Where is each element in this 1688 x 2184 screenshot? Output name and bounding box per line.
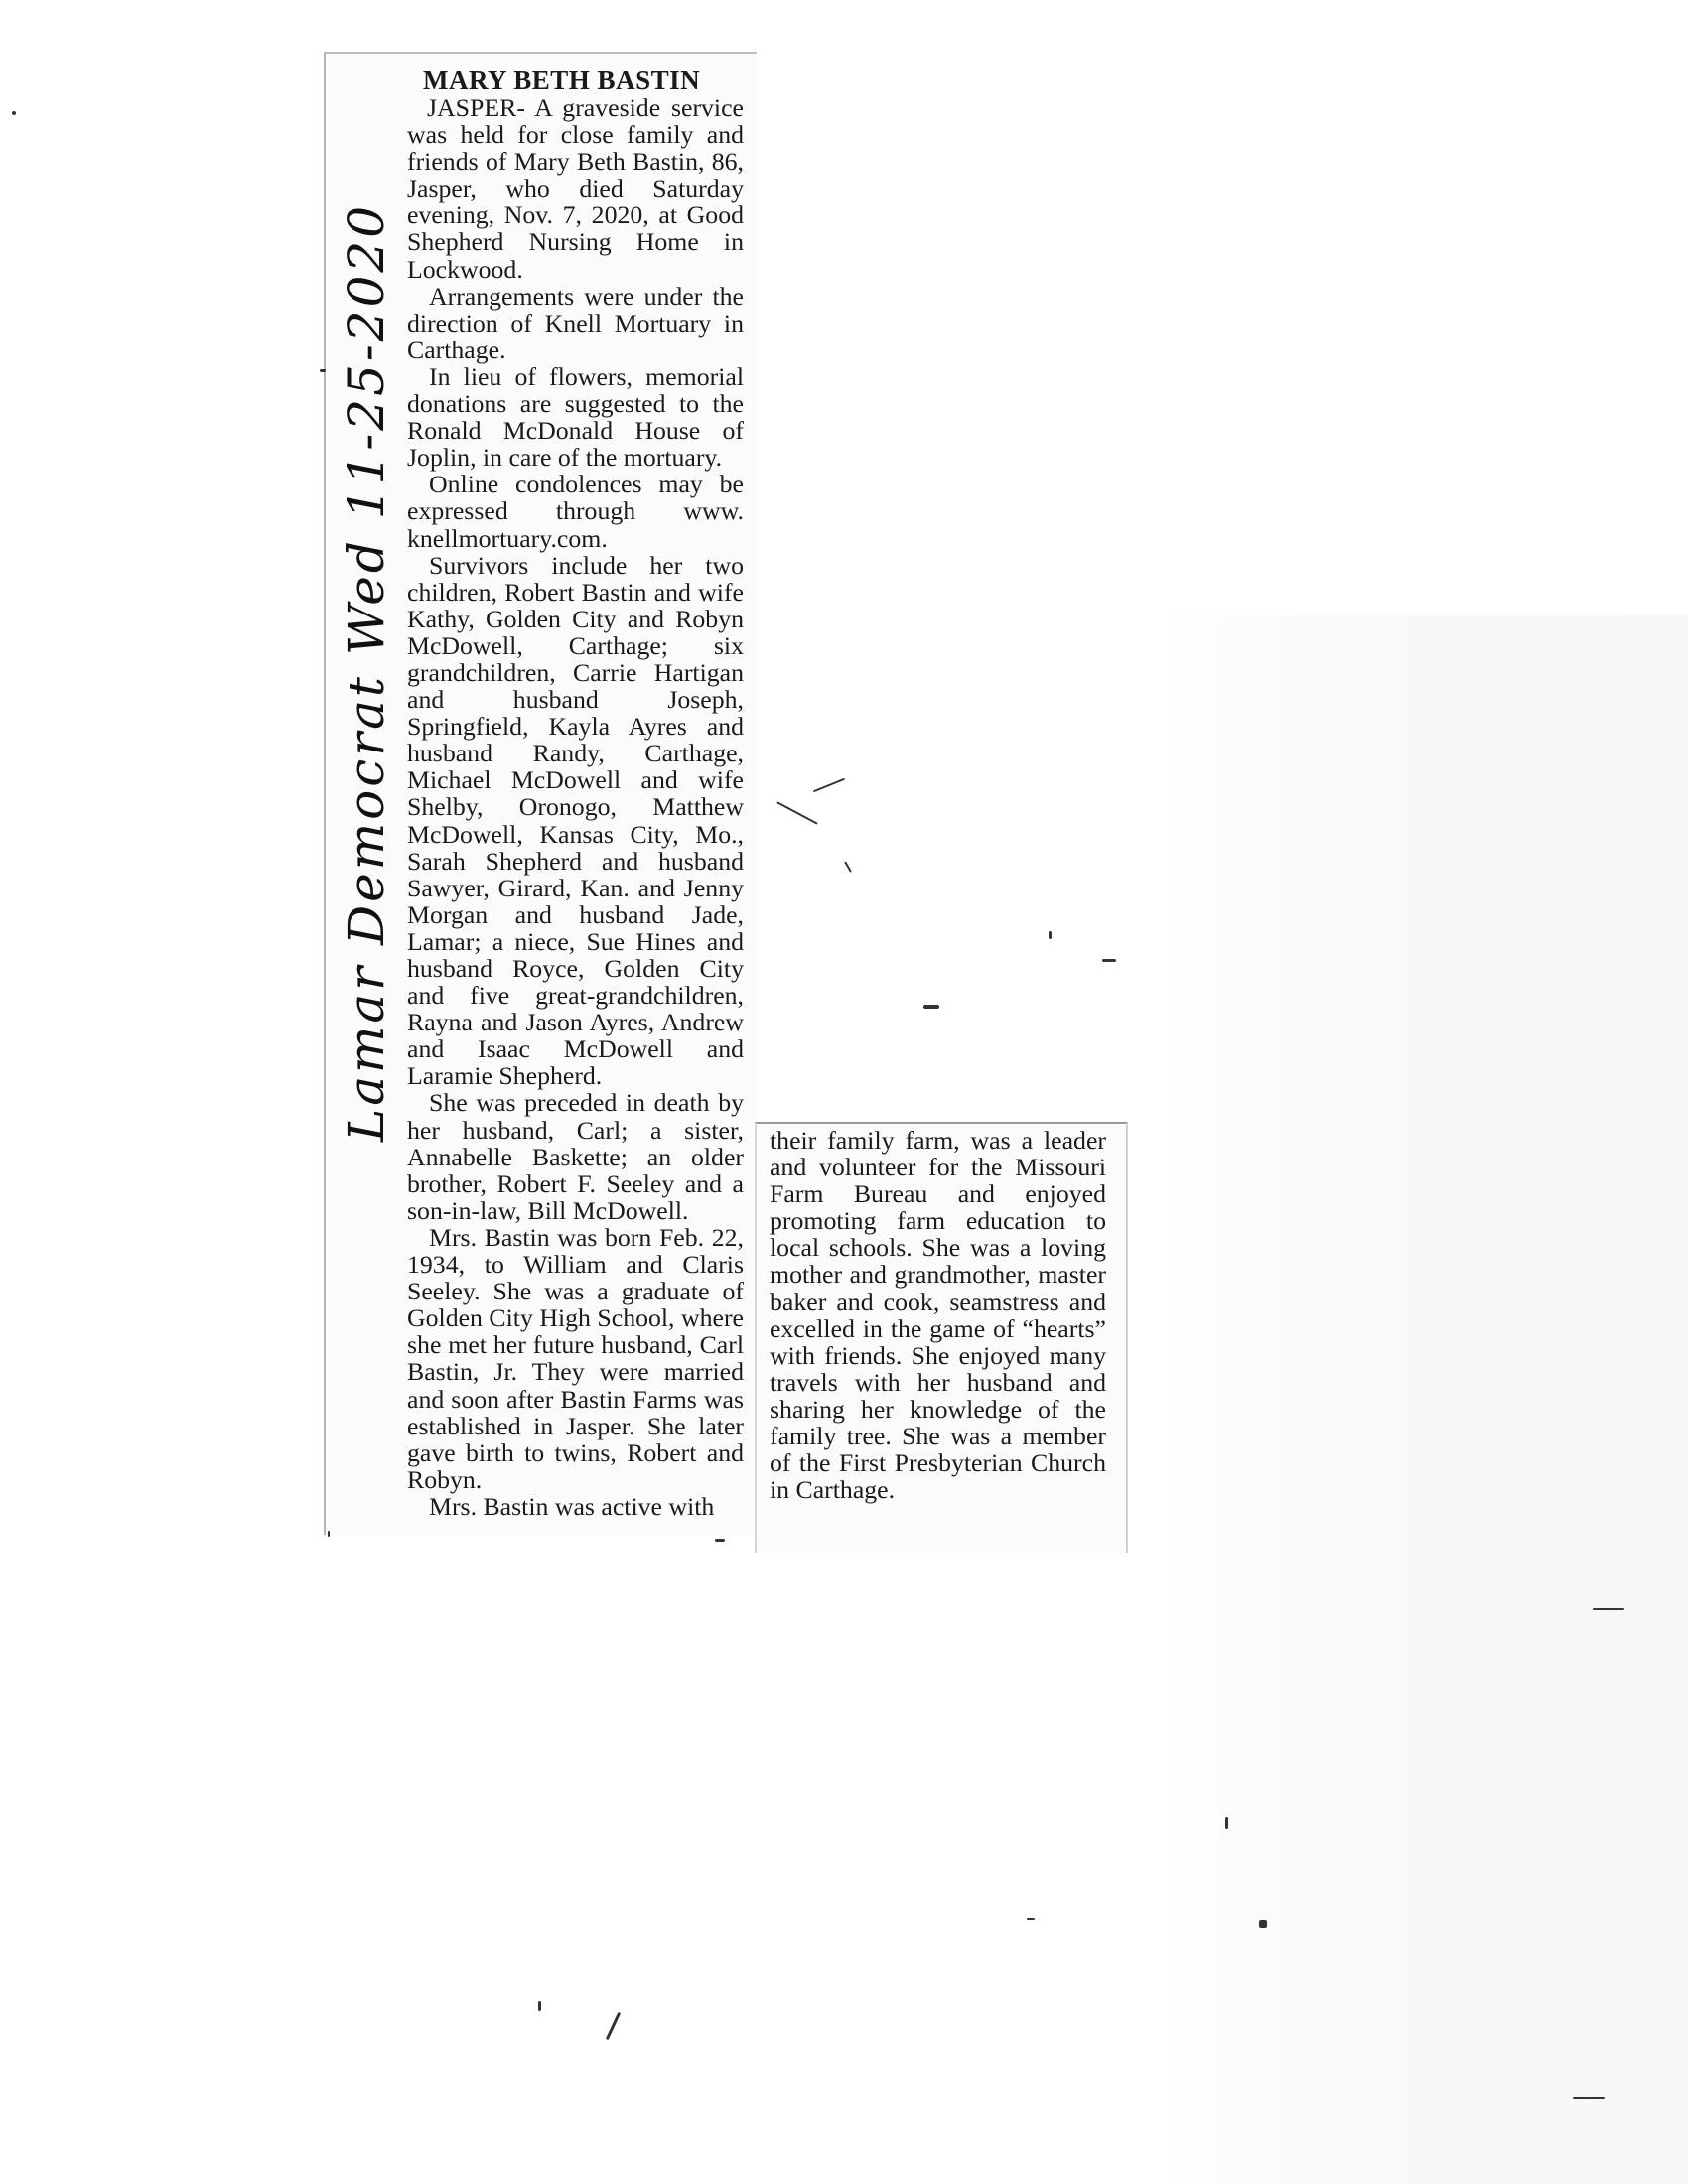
- paragraph-continued: their family farm, was a leader and volunteer for the Missouri Farm Bureau and enjoyed promoting farm education to local schools. She was a loving mother and grandmother, master baker and cook, seamstress and excelled in the game of “hearts” with friends. She enjoyed many travels with her husband and sharing her knowledge of the family tree. She was a member of the First Presbyterian Church in Carthage.: [770, 1126, 1106, 1505]
- paragraph-preceded: She was preceded in death by her husband, Carl; a sister, Annabelle Baskette; an older brother, Robert F. Seeley and a son-in-law, Bill McDowell.: [407, 1088, 744, 1225]
- scan-speck: [328, 1531, 330, 1537]
- scan-speck: [844, 861, 852, 872]
- paragraph-biography: Mrs. Bastin was born Feb. 22, 1934, to William and Claris Seeley. She was a graduate of Golden City High School, where she met her future husband, Carl Bastin, Jr. They were married and soon after Bastin Farms was established in Jasper. She later gave birth to twins, Robert and Robyn.: [407, 1222, 744, 1494]
- scan-speck: [1259, 1920, 1267, 1928]
- scan-speck: [320, 369, 326, 372]
- scan-speck: [606, 2012, 621, 2040]
- scan-speck: [776, 801, 818, 824]
- obituary-column-right: [770, 1127, 1106, 1503]
- scan-speck: [12, 111, 16, 115]
- handwritten-note: Lamar Democrat Wed 11-25-2020: [338, 203, 395, 1142]
- scan-speck: [1027, 1918, 1035, 1920]
- scan-speck: [1102, 959, 1116, 962]
- scan-speck: [715, 1539, 725, 1542]
- paragraph-active: Mrs. Bastin was active with: [429, 1491, 715, 1521]
- scan-speck: [1573, 2097, 1605, 2099]
- paragraph-service: JASPER- A graveside service was held for close family and friends of Mary Beth Bastin, 86, Jasper, who died Saturday evening, Nov. 7, 2020, at Good Shepherd Nursing Home in Lockwood.: [407, 93, 744, 284]
- paragraph-condolences: Online condolences may be expressed through www.​knellmortuary.com.: [407, 470, 744, 553]
- scan-speck: [1593, 1608, 1624, 1610]
- paragraph-survivors: Survivors include her two children, Robert Bastin and wife Kathy, Golden City and Robyn McDowell, Carthage; six grandchildren, Carrie Hartigan and husband Joseph, Springfield, Kayla Ayres and husband Randy, Carthage, Michael McDowell and wife Shelby, Oronogo, Matthew McDowell, Kansas City, Mo., Sarah Shepherd and husband Sawyer, Girard, Kan. and Jenny Morgan and husband Jade, Lamar; a niece, Sue Hines and husband Royce, Golden City and five great-grandchildren, Rayna and Jason Ayres, Andrew and Isaac McDowell and Laramie Shepherd.: [407, 550, 744, 1091]
- paragraph-arrangements: Arrangements were under the direction of Knell Mortuary in Carthage.: [407, 281, 744, 364]
- scan-shadow: [1152, 615, 1688, 2184]
- obituary-headline: MARY BETH BASTIN: [423, 66, 701, 95]
- paragraph-memorials: In lieu of flowers, memorial donations are suggested to the Ronald McDonald House of Joplin, in care of the mortuary.: [407, 361, 744, 473]
- scan-speck: [1049, 931, 1052, 939]
- scan-speck: [923, 1005, 939, 1009]
- scan-speck: [813, 778, 845, 793]
- scan-speck: [1225, 1817, 1228, 1829]
- obituary-column-left: [407, 94, 744, 1520]
- scan-speck: [538, 2001, 541, 2011]
